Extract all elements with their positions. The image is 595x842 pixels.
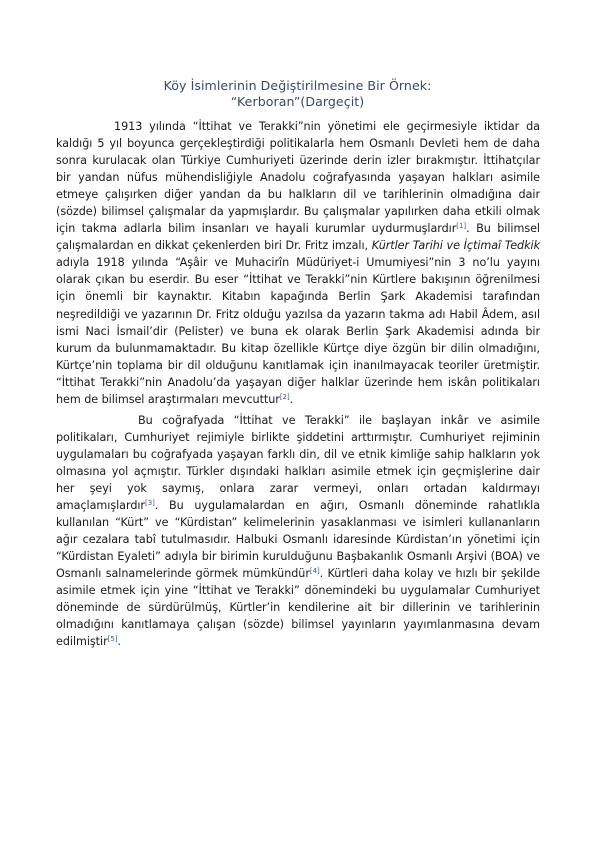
footnote-ref-3[interactable]: [ $^3$ ] <box>145 499 155 507</box>
paragraph-text: . Kürtleri daha kolay ve hızlı bir şekilde asimile etmek için yine “İttihat ve Terakki” dönemindeki bu uygulamalar Cumhuriyet döneminde de sürdürülmüş, Kürtler’in kendilerine ait bir dillerinin ve tarihlerinin olmadığını kanıtlamaya çalışan (sözde) bilimsel yayınların yayımlanmasına devam edilmiştir <box>56 567 540 649</box>
paragraph-text: . <box>289 392 294 406</box>
footnote-ref-1[interactable]: [ $^1$ ] <box>456 222 466 230</box>
footnote-ref-5[interactable]: [ $^5$ ] <box>108 635 118 643</box>
document-body <box>56 118 540 654</box>
paragraph-text: Bu coğrafyada “İttihat ve Terakki” ile başlayan inkâr ve asimile politikaları, Cumhuriyet rejimiyle birlikte şiddetini arttırmıştır. Cumhuriyet rejiminin uygulamaları bu coğrafyada yaşayan farklı din, dil ve etnik kimliğe sahip halkların yok olmasına yol açmıştır. Türkler dışındaki halkları asimile etmek için geçmişlerine dair her şeyi yok saymış, onlara zarar vermeyi, onları ortadan kaldırmayı amaçlamışlardır <box>56 413 540 513</box>
book-title-italic: Kürtler Tarihi ve İçtimaî Tedkik <box>371 239 541 253</box>
footnote-ref-4[interactable]: [ $^4$ ] <box>310 567 320 575</box>
paragraph-text: . Bu uygulamalardan en ağırı, Osmanlı döneminde rahatlıkla kullanılan “Kürt” ve “Kürdistan” kelimelerinin yasaklanması ve isimleri kullananların ağır cezalara tabî tutulmasıdır. Halbuki Osmanlı idaresinde Kürdistan’ın yönetimi için “Kürdistan Eyaleti” adıyla bir birimin kurulduğunu Başbakanlık Osmanlı Arşivi (BOA) ve Osmanlı salnamelerinde görmek mümkündür <box>56 499 540 581</box>
footnote-ref-2[interactable]: [ $^2$ ] <box>280 393 290 401</box>
body-paragraph-1 <box>56 118 540 408</box>
title-line-2: “Kerboran”(Dargeçit) <box>230 94 365 109</box>
document-title <box>60 78 535 110</box>
title-line-1: Köy İsimlerinin Değiştirilmesine Bir Örnek: <box>163 78 432 93</box>
paragraph-text: adıyla 1918 yılında “Aşâir ve Muhacirîn Müdüriyet-i Umumiyesi”nin 3 no’lu yayını olarak çıkan bu eserdir. Bu eser “İttihat ve Terakki”nin Kürtlere bakışının öğrenilmesi için önemli bir kaynaktır. Kitabın kapağında Berlin Şark Akademisi tarafından neşredildiği ve yazarının Dr. Fritz olduğu yazılsa da yazarın takma adı Habil Âdem, asıl ismi Naci İsmail’dir (Pelister) ve buna ek olarak Berlin Şark Akademisi adında bir kurum da bulunmamaktadır. Bu kitap özellikle Kürtçe diye özgün bir dilin olmadığını, Kürtçe’nin toplama bir dil olduğunu kanıtlamak için inanılmayacak teoriler üretmiştir. “İttihat Terakki”nin Anadolu’da yaşayan diğer halklar üzerinde hem iskân politikaları hem de bilimsel araştırmaları mevcuttur <box>56 256 540 406</box>
body-paragraph-2 <box>56 412 540 651</box>
paragraph-text: 1913 yılında “İttihat ve Terakki”nin yönetimi ele geçirmesiyle iktidar da kaldığı 5 yıl boyunca gerçekleştirdiği politikalarla hem Osmanlı Devleti hem de daha sonra kurulacak olan Türkiye Cumhuriyeti üzerinde derin izler bırakmıştır. İttihatçılar bir yandan nüfus mühendisliğiyle Anadolu coğrafyasında yaşayan halkları asimile etmeye çalışırken diğer yandan da bu halkların dil ve tarihlerinin olmadığına dair (sözde) bilimsel çalışmalar da yapmışlardır. Bu çalışmalar yapılırken daha etkili olmak için takma adlarla bilim insanları ve hayali kurumlar uydurmuşlardır <box>56 120 540 236</box>
paragraph-text: . <box>117 635 121 649</box>
paragraph-text: . Bu bilimsel çalışmalardan en dikkat çekenlerden biri Dr. Fritz imzalı, <box>56 222 540 253</box>
